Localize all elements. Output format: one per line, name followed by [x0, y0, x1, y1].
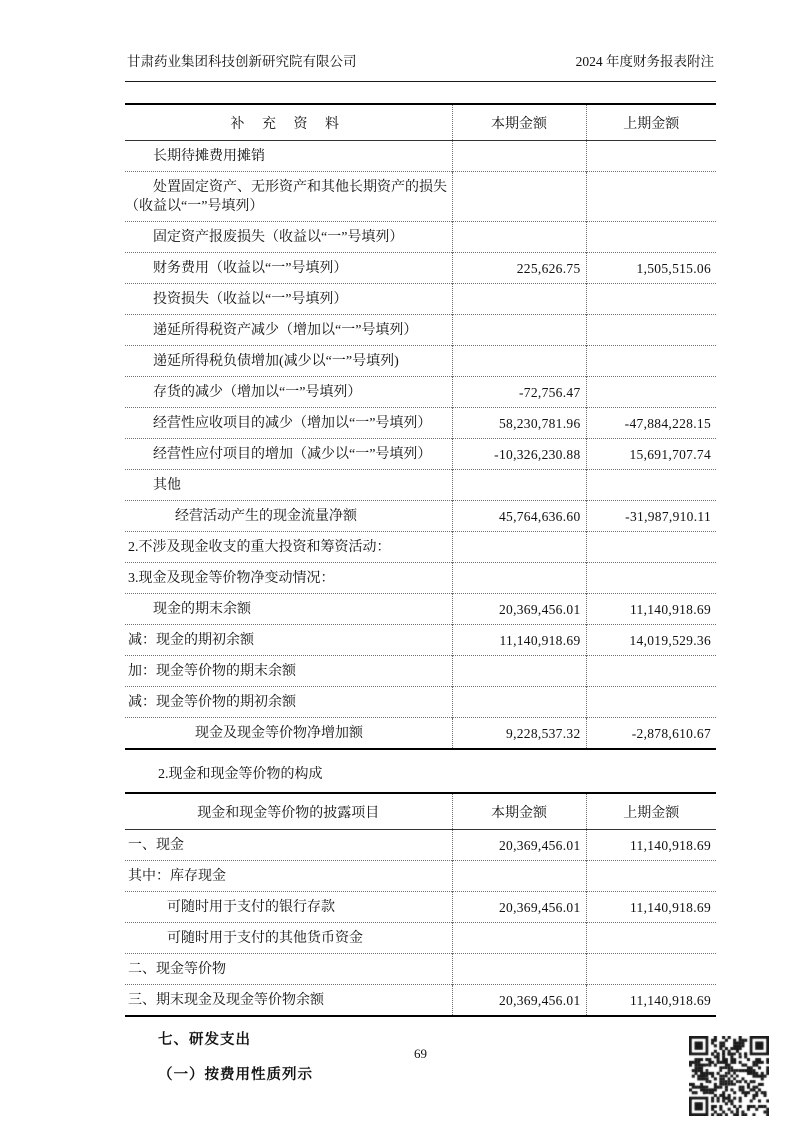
table-row — [125, 861, 716, 892]
table-row — [125, 625, 716, 656]
supplementary-info-table — [125, 103, 716, 750]
row-label: 其他 — [153, 478, 181, 493]
row-current-value: 225,626.75 — [452, 253, 586, 284]
table-row — [125, 377, 716, 408]
row-label: 一、现金 — [128, 838, 184, 853]
row-label-cell — [125, 284, 452, 315]
row-label: 2.不涉及现金收支的重大投资和筹资活动： — [128, 540, 391, 555]
table-row — [125, 439, 716, 470]
row-label-cell — [125, 625, 452, 656]
row-label: 现金的期末余额 — [153, 602, 251, 617]
row-current-value: 9,228,537.32 — [452, 718, 586, 750]
running-header — [125, 50, 716, 82]
row-label-cell — [125, 954, 452, 985]
row-label-cell — [125, 532, 452, 563]
row-prior-value — [586, 656, 716, 687]
table-row — [125, 923, 716, 954]
row-prior-value: 1,505,515.06 — [586, 253, 716, 284]
row-prior-value — [586, 532, 716, 563]
row-prior-value — [586, 377, 716, 408]
table-row — [125, 172, 716, 222]
table-row — [125, 315, 716, 346]
row-label-cell — [125, 656, 452, 687]
table-row — [125, 892, 716, 923]
table-header-row — [125, 793, 716, 830]
row-label: 递延所得税资产减少（增加以“一”号填列） — [153, 323, 418, 338]
row-label: 经营性应付项目的增加（减少以“一”号填列） — [153, 447, 432, 462]
column-header-current: 本期金额 — [452, 104, 586, 141]
column-header-prior: 上期金额 — [586, 793, 716, 830]
row-current-value — [452, 284, 586, 315]
row-label: 经营活动产生的现金流量净额 — [175, 509, 357, 524]
table-row — [125, 954, 716, 985]
row-prior-value: -47,884,228.15 — [586, 408, 716, 439]
row-current-value: 20,369,456.01 — [452, 892, 586, 923]
row-current-value — [452, 656, 586, 687]
row-prior-value — [586, 141, 716, 172]
table-row — [125, 253, 716, 284]
column-header-current: 本期金额 — [452, 793, 586, 830]
row-label: 减：现金的期初余额 — [128, 633, 254, 648]
report-title: 2024 年度财务报表附注 — [575, 54, 714, 69]
cash-composition-table — [125, 792, 716, 1017]
row-prior-value: 11,140,918.69 — [586, 892, 716, 923]
row-current-value: 20,369,456.01 — [452, 830, 586, 861]
row-label-cell — [125, 439, 452, 470]
row-prior-value — [586, 346, 716, 377]
row-label: 处置固定资产、无形资产和其他长期资产的损失（收益以“一”号填列） — [125, 180, 447, 214]
table-row — [125, 501, 716, 532]
composition-heading: 2.现金和现金等价物的构成 — [158, 767, 323, 782]
row-prior-value — [586, 172, 716, 222]
row-current-value — [452, 346, 586, 377]
row-prior-value — [586, 954, 716, 985]
row-label-cell — [125, 830, 452, 861]
row-prior-value: 11,140,918.69 — [586, 594, 716, 625]
row-label: 减：现金等价物的期初余额 — [128, 695, 296, 710]
row-prior-value — [586, 687, 716, 718]
row-label: 3.现金及现金等价物净变动情况： — [128, 571, 335, 586]
row-current-value — [452, 532, 586, 563]
row-prior-value — [586, 923, 716, 954]
row-prior-value: 11,140,918.69 — [586, 830, 716, 861]
row-prior-value — [586, 315, 716, 346]
row-current-value — [452, 563, 586, 594]
row-label-cell — [125, 718, 452, 750]
row-label-cell — [125, 861, 452, 892]
row-current-value — [452, 470, 586, 501]
row-prior-value — [586, 284, 716, 315]
column-header-item: 现金和现金等价物的披露项目 — [125, 793, 452, 830]
row-current-value — [452, 172, 586, 222]
row-label: 二、现金等价物 — [128, 962, 226, 977]
row-prior-value: 15,691,707.74 — [586, 439, 716, 470]
row-label: 递延所得税负债增加(减少以“一”号填列) — [153, 354, 399, 369]
row-current-value: 20,369,456.01 — [452, 594, 586, 625]
row-label: 财务费用（收益以“一”号填列） — [153, 261, 348, 276]
table-row — [125, 141, 716, 172]
table-row — [125, 284, 716, 315]
qr-code — [689, 1036, 769, 1116]
row-current-value — [452, 954, 586, 985]
row-label: 加：现金等价物的期末余额 — [128, 664, 296, 679]
table-row — [125, 408, 716, 439]
table-row — [125, 687, 716, 718]
row-label: 可随时用于支付的其他货币资金 — [167, 931, 363, 946]
row-label-cell — [125, 470, 452, 501]
row-label-cell — [125, 315, 452, 346]
row-label-cell — [125, 141, 452, 172]
row-label: 长期待摊费用摊销 — [153, 149, 265, 164]
table-row — [125, 594, 716, 625]
row-current-value — [452, 315, 586, 346]
row-prior-value: 11,140,918.69 — [586, 985, 716, 1017]
row-label-cell — [125, 923, 452, 954]
row-prior-value — [586, 563, 716, 594]
row-label: 三、期末现金及现金等价物余额 — [128, 993, 324, 1008]
row-current-value: -10,326,230.88 — [452, 439, 586, 470]
row-label-cell — [125, 408, 452, 439]
table-row — [125, 563, 716, 594]
table-row — [125, 346, 716, 377]
row-current-value — [452, 923, 586, 954]
row-current-value — [452, 141, 586, 172]
row-current-value: 58,230,781.96 — [452, 408, 586, 439]
row-label: 现金及现金等价物净增加额 — [195, 726, 363, 741]
row-current-value — [452, 687, 586, 718]
row-current-value: 11,140,918.69 — [452, 625, 586, 656]
table-header-row — [125, 104, 716, 141]
table-row — [125, 222, 716, 253]
row-current-value: -72,756.47 — [452, 377, 586, 408]
row-label-cell — [125, 346, 452, 377]
table-row — [125, 656, 716, 687]
table-row — [125, 532, 716, 563]
row-prior-value — [586, 861, 716, 892]
table-row — [125, 470, 716, 501]
row-label-cell — [125, 377, 452, 408]
row-label: 经营性应收项目的减少（增加以“一”号填列） — [153, 416, 432, 431]
row-label-cell — [125, 172, 452, 222]
subsection-heading: （一）按费用性质列示 — [158, 1067, 313, 1083]
row-prior-value: -31,987,910.11 — [586, 501, 716, 532]
row-prior-value: 14,019,529.36 — [586, 625, 716, 656]
page-number: 69 — [414, 1046, 427, 1061]
row-label-cell — [125, 892, 452, 923]
table-row — [125, 985, 716, 1017]
row-prior-value — [586, 470, 716, 501]
table-row — [125, 718, 716, 750]
row-label-cell — [125, 222, 452, 253]
row-label: 固定资产报废损失（收益以“一”号填列） — [153, 230, 404, 245]
row-current-value — [452, 222, 586, 253]
row-current-value: 45,764,636.60 — [452, 501, 586, 532]
table-row — [125, 830, 716, 861]
company-name: 甘肃药业集团科技创新研究院有限公司 — [127, 54, 357, 69]
row-label: 投资损失（收益以“一”号填列） — [153, 292, 348, 307]
column-header-item: 补 充 资 料 — [125, 104, 452, 141]
row-label: 可随时用于支付的银行存款 — [167, 900, 335, 915]
row-label: 存货的减少（增加以“一”号填列） — [153, 385, 362, 400]
section-heading: 七、研发支出 — [158, 1032, 251, 1048]
row-current-value — [452, 861, 586, 892]
row-label-cell — [125, 687, 452, 718]
row-label-cell — [125, 985, 452, 1017]
page-content — [125, 50, 716, 1084]
row-label-cell — [125, 501, 452, 532]
column-header-prior: 上期金额 — [586, 104, 716, 141]
row-prior-value — [586, 222, 716, 253]
row-label: 其中：库存现金 — [128, 869, 226, 884]
row-prior-value: -2,878,610.67 — [586, 718, 716, 750]
row-label-cell — [125, 563, 452, 594]
row-label-cell — [125, 594, 452, 625]
row-label-cell — [125, 253, 452, 284]
row-current-value: 20,369,456.01 — [452, 985, 586, 1017]
